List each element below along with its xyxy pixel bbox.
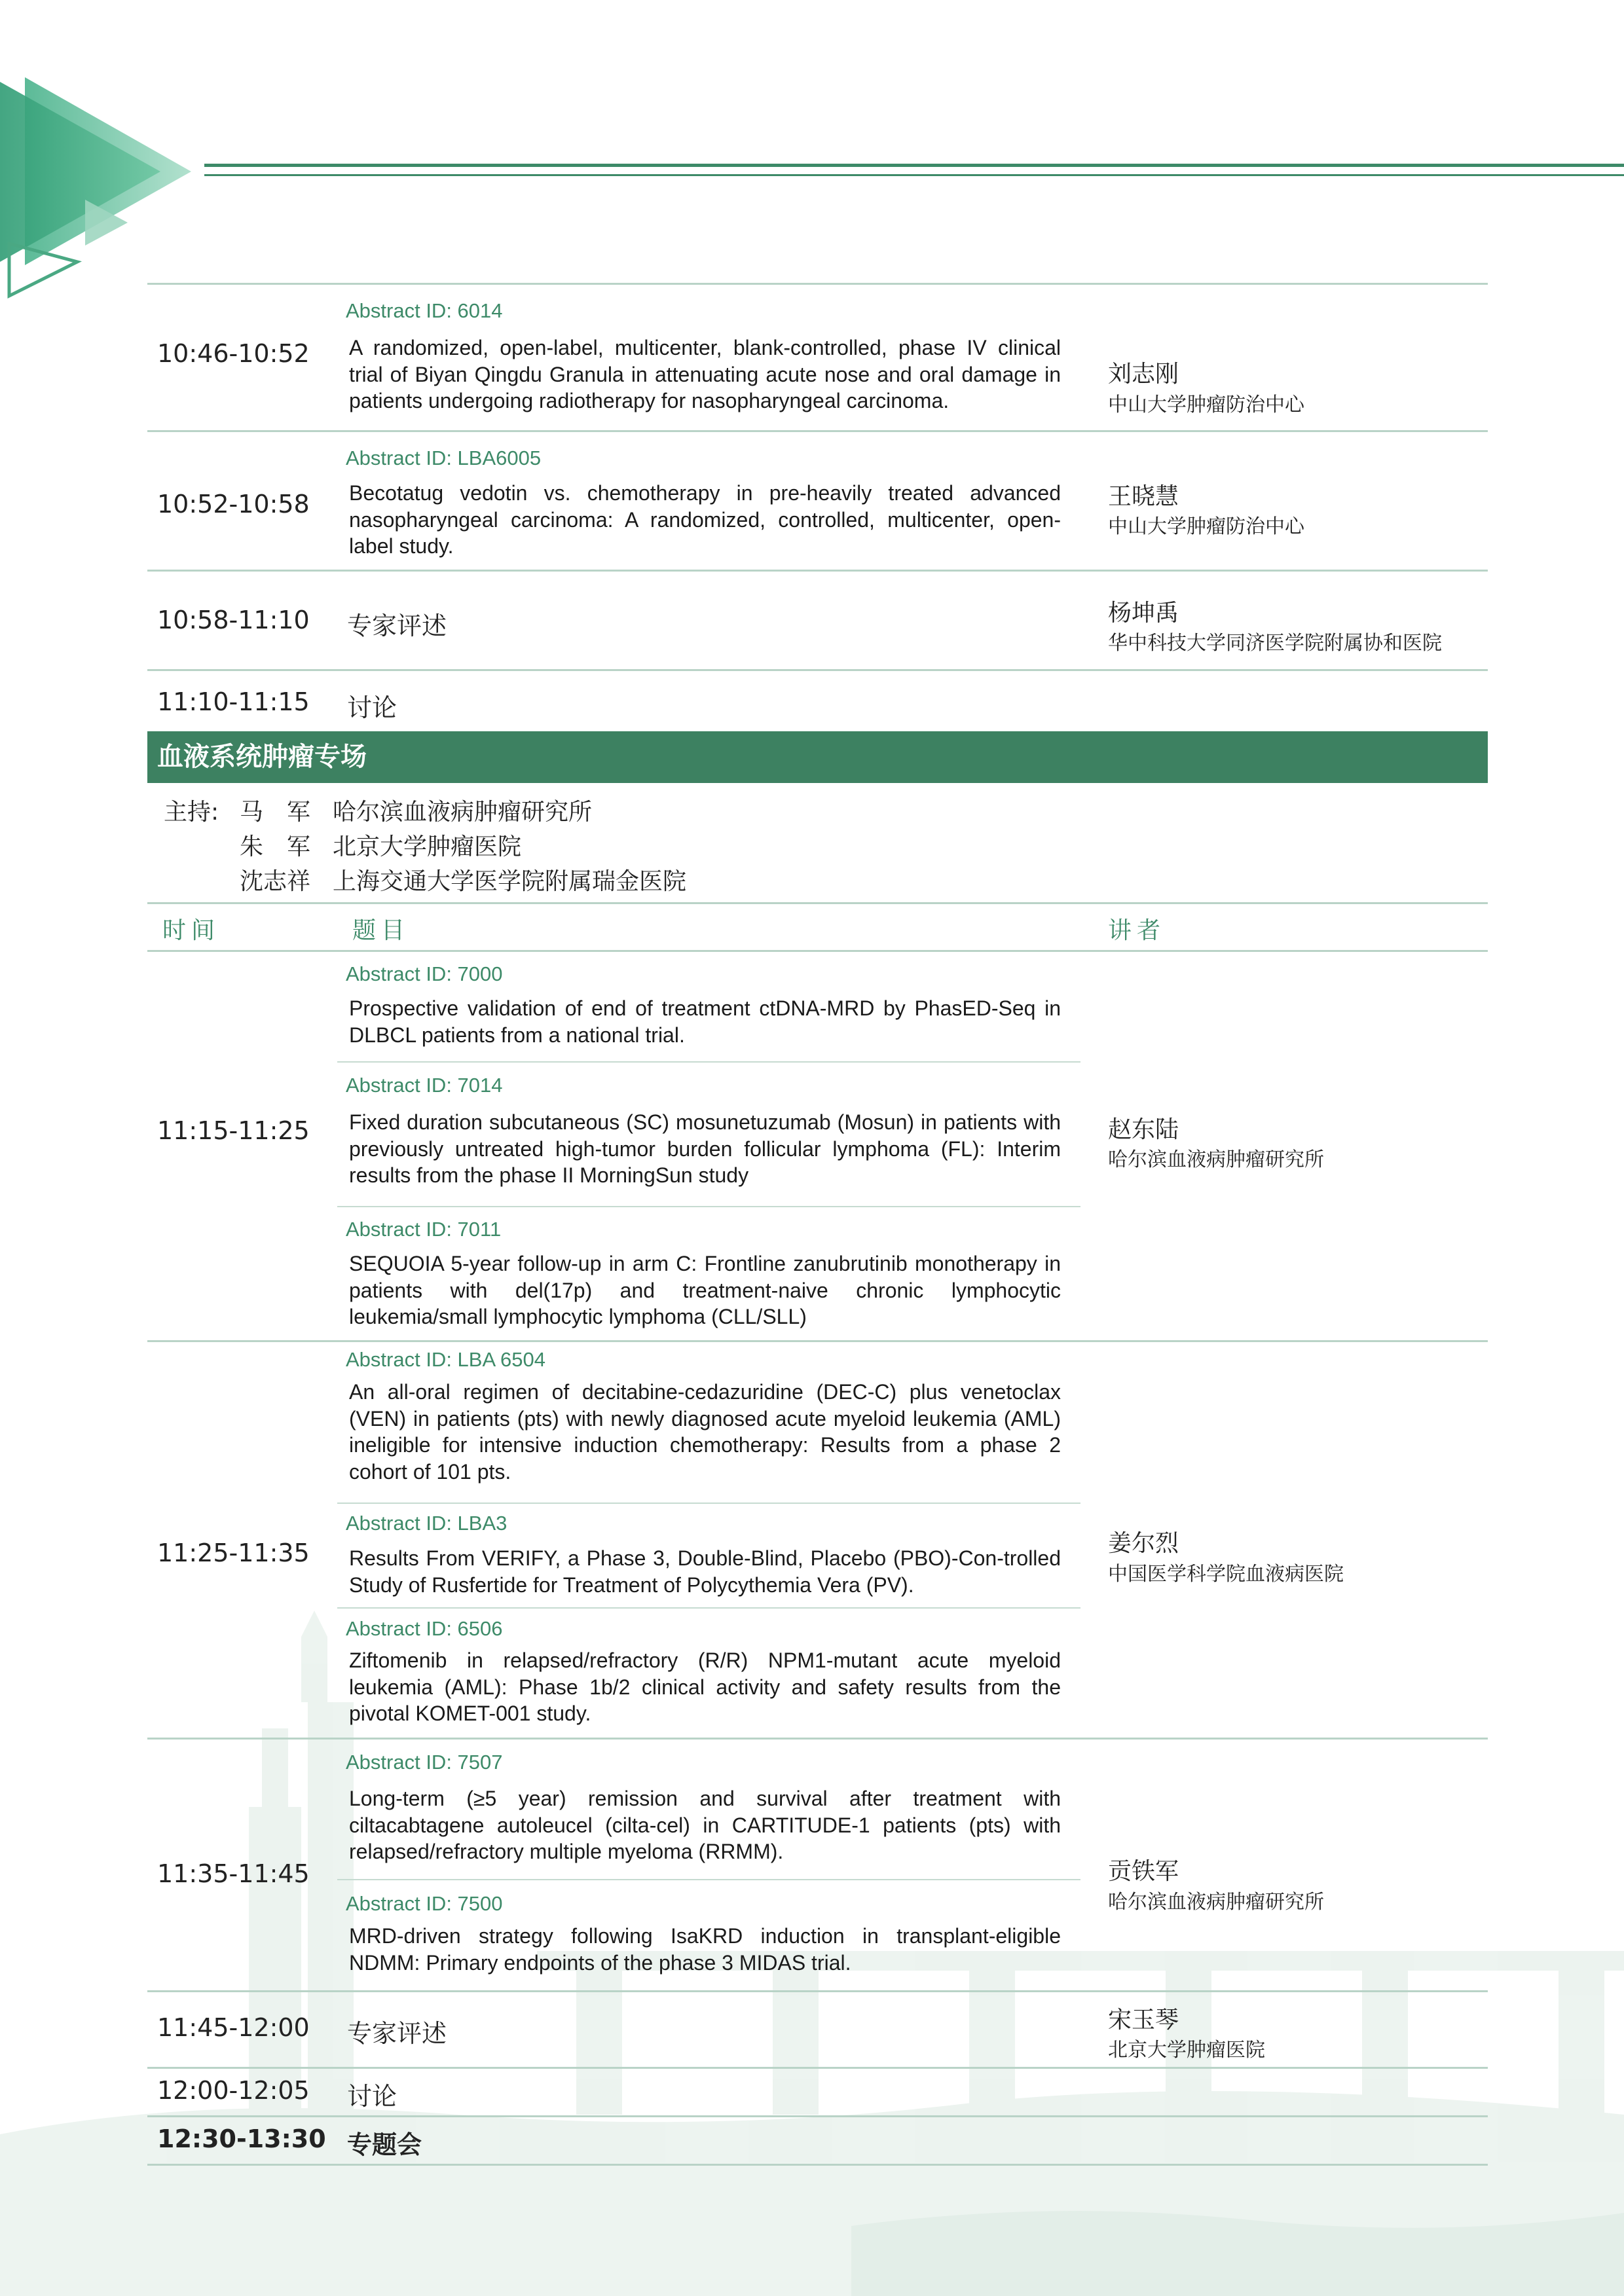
speaker-name: 王晓慧 xyxy=(1108,483,1179,510)
row-time: 10:46-10:52 xyxy=(157,339,310,368)
session-topic: 讨论 xyxy=(347,2082,397,2111)
row-divider xyxy=(147,1990,1488,1992)
host-org: 哈尔滨血液病肿瘤研究所 xyxy=(333,799,593,826)
abstract-id: Abstract ID: 7014 xyxy=(346,1074,503,1097)
row-time: 12:30-13:30 xyxy=(157,2124,326,2153)
row-divider xyxy=(147,430,1488,432)
abstract-id: Abstract ID: 6506 xyxy=(346,1617,503,1640)
row-divider xyxy=(147,1738,1488,1740)
row-time: 11:25-11:35 xyxy=(157,1539,310,1567)
row-time: 10:52-10:58 xyxy=(157,490,310,519)
row-divider xyxy=(147,2164,1488,2166)
abstract-id: Abstract ID: 7500 xyxy=(346,1892,503,1915)
session-topic: 讨论 xyxy=(347,693,397,722)
abstract-id: Abstract ID: LBA 6504 xyxy=(346,1348,546,1371)
sub-divider xyxy=(337,1206,1080,1207)
row-time: 10:58-11:10 xyxy=(157,606,310,634)
row-divider xyxy=(147,283,1488,285)
abstract-title: Ziftomenib in relapsed/refractory (R/R) NPM1-mutant acute myeloid leukemia (AML): Phase 1b/2 clinical activity and safety results from the pivotal KOMET-001 study. xyxy=(349,1649,1061,1725)
column-header-topic: 题目 xyxy=(352,917,411,944)
host-org: 上海交通大学医学院附属瑞金医院 xyxy=(333,868,687,895)
section-title-bar: 血液系统肿瘤专场 xyxy=(147,731,1488,783)
speaker-affiliation: 中国医学科学院血液病医院 xyxy=(1108,1563,1344,1586)
abstract-title: A randomized, open-label, multicenter, blank-controlled, phase IV clinical trial of Biyan Qingdu Granula in attenuating acute nose and oral damage in patients undergoing radiotherapy for nasopharyngeal carcinoma. xyxy=(349,336,1061,412)
speaker-name: 杨坤禹 xyxy=(1108,600,1179,627)
abstract-id: Abstract ID: LBA3 xyxy=(346,1512,507,1535)
abstract-id: Abstract ID: 7011 xyxy=(346,1218,502,1241)
sub-divider xyxy=(337,1061,1080,1063)
speaker-name: 刘志刚 xyxy=(1108,361,1179,388)
row-time: 12:00-12:05 xyxy=(157,2076,310,2105)
column-header-time: 时间 xyxy=(162,917,221,944)
speaker-affiliation: 哈尔滨血液病肿瘤研究所 xyxy=(1108,1891,1324,1914)
abstract-title: SEQUOIA 5-year follow-up in arm C: Frontline zanubrutinib monotherapy in patients with del(17p) and treatment-naive chronic lymphocytic leukemia/small lymphocytic lymphoma (CLL/SLL) xyxy=(349,1252,1061,1328)
row-time: 11:10-11:15 xyxy=(157,687,310,716)
abstract-id: Abstract ID: LBA6005 xyxy=(346,446,542,469)
speaker-affiliation: 华中科技大学同济医学院附属协和医院 xyxy=(1108,632,1442,655)
column-header-speaker: 讲者 xyxy=(1108,917,1166,944)
abstract-title: Becotatug vedotin vs. chemotherapy in pre-heavily treated advanced nasopharyngeal carcinoma: A randomized, controlled, multicenter, open-label study. xyxy=(349,481,1061,558)
row-divider xyxy=(147,902,1488,904)
abstract-title: An all-oral regimen of decitabine-cedazuridine (DEC-C) plus venetoclax (VEN) in patients (pts) with newly diagnosed acute myeloid leukemia (AML) ineligible for intensive induction chemotherapy: Results from a phase 2 cohort of 101 pts. xyxy=(349,1380,1061,1484)
abstract-id: Abstract ID: 6014 xyxy=(346,299,503,322)
row-divider xyxy=(147,950,1488,952)
row-divider xyxy=(147,1340,1488,1342)
sub-divider xyxy=(337,1879,1080,1880)
row-divider xyxy=(147,669,1488,671)
row-divider xyxy=(147,2067,1488,2069)
speaker-name: 赵东陆 xyxy=(1108,1116,1179,1143)
abstract-title: Fixed duration subcutaneous (SC) mosunetuzumab (Mosun) in patients with previously untreated high-tumor burden follicular lymphoma (FL): Interim results from the phase II MorningSun study xyxy=(349,1110,1061,1187)
speaker-name: 贡铁军 xyxy=(1108,1858,1179,1885)
abstract-title: Results From VERIFY, a Phase 3, Double-Blind, Placebo (PBO)-Con-trolled Study of Rusfertide for Treatment of Polycythemia Vera (PV). xyxy=(349,1546,1061,1597)
session-topic: 专家评述 xyxy=(347,611,447,640)
abstract-id: Abstract ID: 7507 xyxy=(346,1751,503,1774)
sub-divider xyxy=(337,1607,1080,1609)
session-topic: 专家评述 xyxy=(347,2019,447,2048)
session-topic: 专题会 xyxy=(347,2130,422,2159)
row-time: 11:45-12:00 xyxy=(157,2013,310,2042)
speaker-affiliation: 中山大学肿瘤防治中心 xyxy=(1108,515,1304,538)
host-name: 朱 军 xyxy=(240,833,311,860)
row-time: 11:35-11:45 xyxy=(157,1859,310,1888)
speaker-affiliation: 哈尔滨血液病肿瘤研究所 xyxy=(1108,1148,1324,1171)
speaker-name: 宋玉琴 xyxy=(1108,2007,1179,2033)
abstract-title: Long-term (≥5 year) remission and survival after treatment with ciltacabtagene autoleucel (cilta-cel) in CARTITUDE-1 patients (pts) with relapsed/refractory multiple myeloma (RRMM). xyxy=(349,1787,1061,1863)
abstract-title: Prospective validation of end of treatment ctDNA-MRD by PhasED-Seq in DLBCL patients from a national trial. xyxy=(349,996,1061,1047)
speaker-affiliation: 中山大学肿瘤防治中心 xyxy=(1108,393,1304,416)
row-divider xyxy=(147,2115,1488,2117)
sub-divider xyxy=(337,1503,1080,1504)
host-name: 沈志祥 xyxy=(240,868,311,895)
host-label: 主持: xyxy=(164,799,219,826)
speaker-name: 姜尔烈 xyxy=(1108,1530,1179,1557)
abstract-id: Abstract ID: 7000 xyxy=(346,962,503,985)
row-time: 11:15-11:25 xyxy=(157,1116,310,1145)
row-divider xyxy=(147,570,1488,572)
speaker-affiliation: 北京大学肿瘤医院 xyxy=(1108,2039,1265,2062)
abstract-title: MRD-driven strategy following IsaKRD induction in transplant-eligible NDMM: Primary endpoints of the phase 3 MIDAS trial. xyxy=(349,1924,1061,1975)
host-name: 马 军 xyxy=(240,799,311,826)
host-org: 北京大学肿瘤医院 xyxy=(333,833,522,860)
